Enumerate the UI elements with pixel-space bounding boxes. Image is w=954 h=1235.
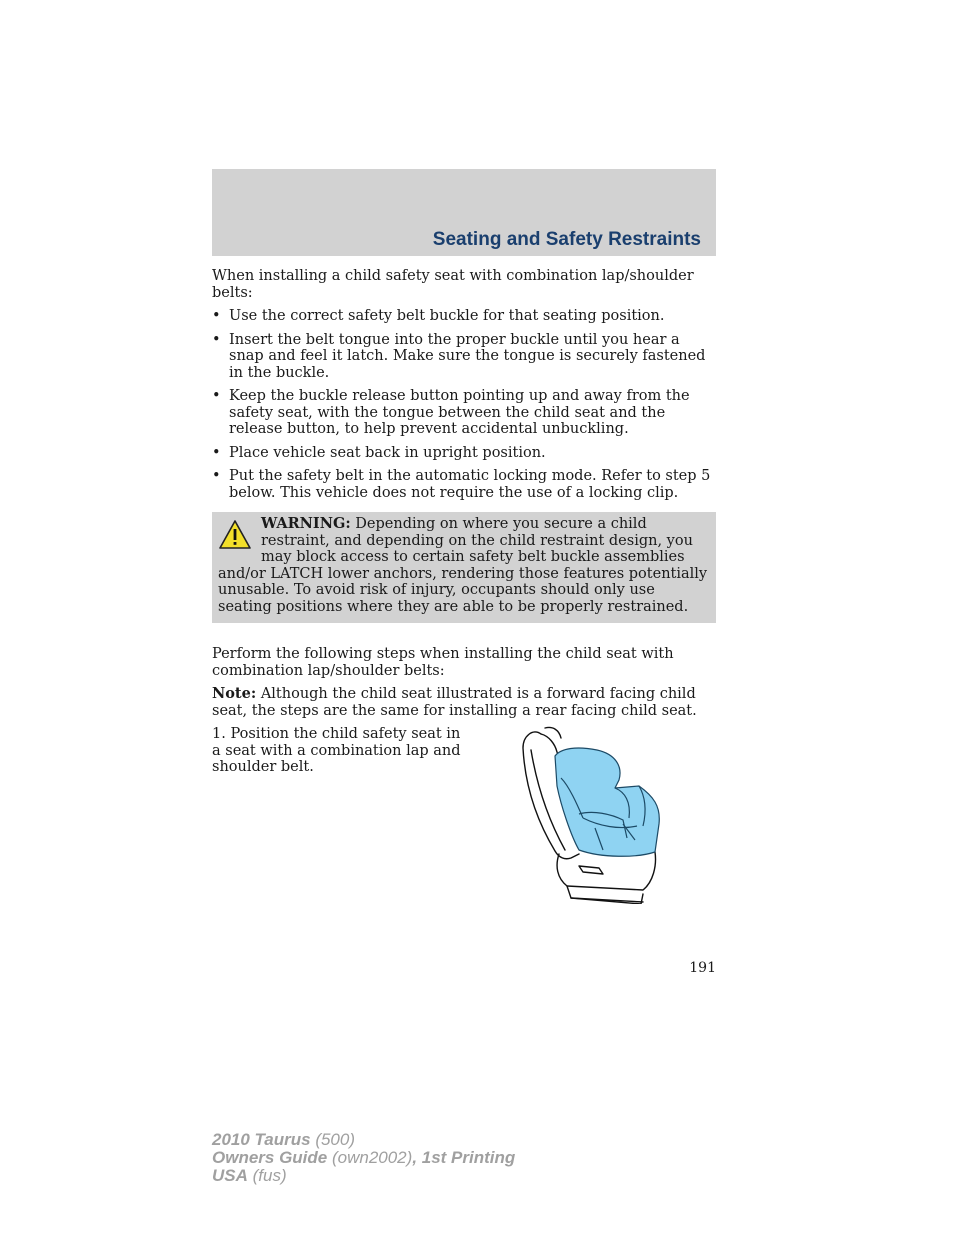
list-item — [212, 308, 716, 325]
section-header-band — [212, 169, 716, 256]
note-label: Note: — [212, 685, 257, 702]
perform-paragraph: Perform the following steps when installing the child seat with combination lap/shoulder belts: — [212, 646, 674, 679]
list-item-text: Put the safety belt in the automatic locking mode. Refer to step 5 below. This vehicle does not require the use of a locking clip. — [229, 468, 711, 501]
list-item — [212, 332, 716, 382]
bullet-dot: • — [212, 388, 221, 404]
footer-line-3: USA (fus) — [212, 1166, 287, 1185]
list-item-text: Place vehicle seat back in upright position. — [229, 444, 546, 461]
bullet-dot: • — [212, 468, 221, 484]
footer-line-2: Owners Guide (own2002), 1st Printing — [212, 1148, 516, 1167]
child-seat-illustration — [519, 726, 665, 904]
note-text: Although the child seat illustrated is a forward facing child seat, the steps are the same for installing a rear facing child seat. — [212, 686, 697, 719]
warning-text: Depending on where you secure a child restraint, and depending on the child restraint design, you may block access to certain safety belt buckle assemblies and/or LATCH lower anchors, rendering those features potentially unusable. To avoid risk of injury, occupants should only use seating positions where they are able to be properly restrained. — [218, 516, 708, 615]
warning-box — [212, 512, 716, 623]
list-item — [212, 388, 716, 438]
intro-paragraph: When installing a child safety seat with combination lap/shoulder belts: — [212, 268, 694, 301]
section-title: Seating and Safety Restraints — [432, 229, 701, 250]
note-paragraph — [212, 686, 716, 719]
warning-label: WARNING: — [261, 515, 351, 532]
bullet-dot: • — [212, 444, 221, 461]
warning-triangle-icon — [218, 519, 252, 551]
page-content — [212, 268, 716, 911]
step-1 — [212, 726, 716, 911]
bullet-dot: • — [212, 331, 221, 348]
list-item-text: Keep the buckle release button pointing up and away from the safety seat, with the tongue between the child seat and the release button, to help prevent accidental unbuckling. — [229, 388, 690, 437]
bullet-dot: • — [212, 308, 221, 324]
footer-imprint — [212, 1131, 515, 1185]
footer-line-1: 2010 Taurus (500) — [212, 1130, 356, 1149]
list-item — [212, 468, 716, 501]
list-item-text: Use the correct safety belt buckle for that seating position. — [229, 308, 665, 324]
list-item-text: Insert the belt tongue into the proper buckle until you hear a snap and feel it latch. Make sure the tongue is securely fastened in the buckle. — [229, 331, 706, 381]
step-1-text: 1. Position the child safety seat in a seat with a combination lap and shoulder belt. — [212, 726, 461, 775]
bullet-list — [212, 308, 716, 501]
page-number: 191 — [689, 960, 716, 976]
list-item — [212, 445, 716, 462]
